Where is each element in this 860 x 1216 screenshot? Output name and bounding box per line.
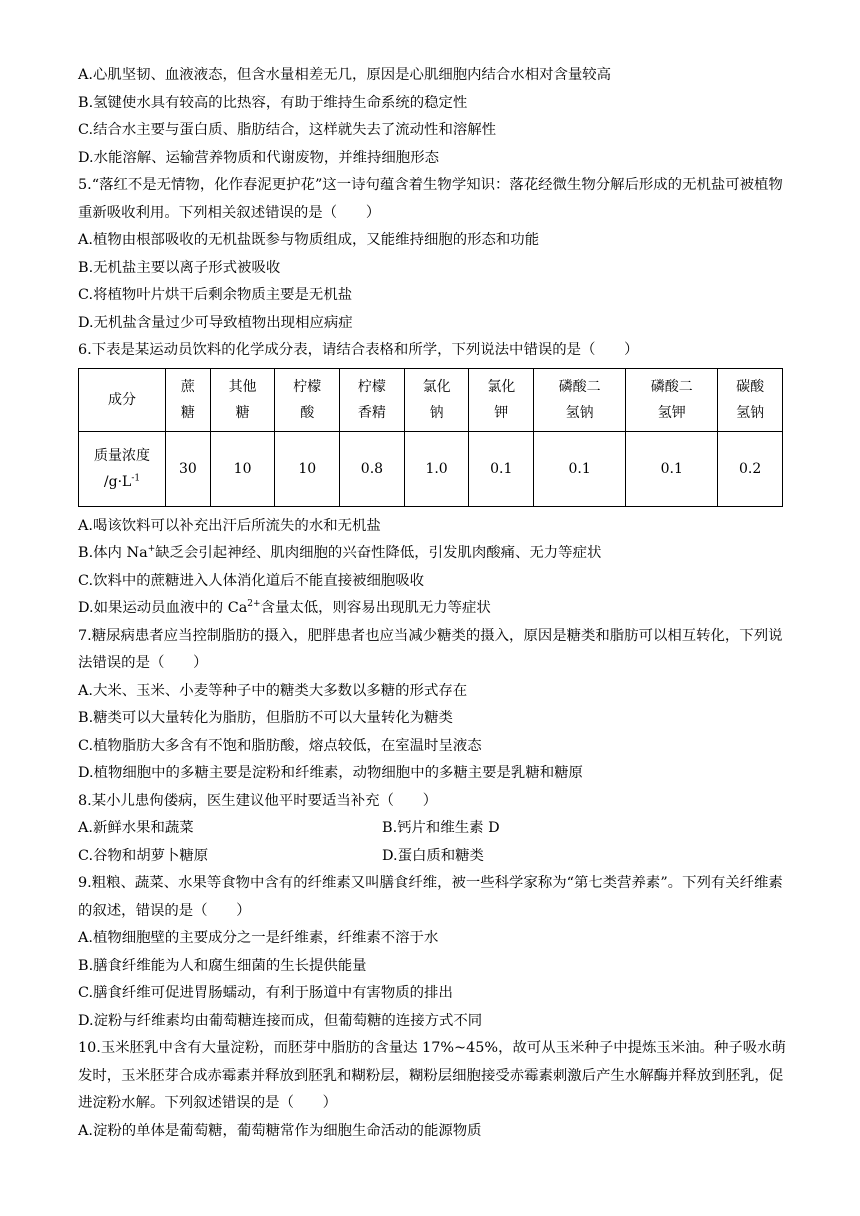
table-column-header: 氯化 钾 bbox=[469, 368, 534, 431]
table-values-row bbox=[79, 431, 783, 506]
table-cell: 10 bbox=[275, 431, 340, 506]
table-cell: 30 bbox=[166, 431, 211, 506]
table-column-header: 柠檬 香精 bbox=[340, 368, 405, 431]
q8-stem: 8.某小儿患佝偻病，医生建议他平时要适当补充（ ） bbox=[78, 792, 438, 809]
q9-option-b: B.膳食纤维能为人和腐生细菌的生长提供能量 bbox=[78, 957, 367, 974]
q9-stem: 9.粗粮、蔬菜、水果等食物中含有的纤维素又叫膳食纤维，被一些科学家称为“第七类营养素”。下列有关纤维素的叙述，错误的是（ ） bbox=[78, 875, 783, 919]
q5-stem: 5.“落红不是无情物，化作春泥更护花”这一诗句蕴含着生物学知识：落花经微生物分解后形成的无机盐可被植物重新吸收利用。下列相关叙述错误的是（ ） bbox=[78, 177, 783, 221]
table-column-header: 其他 糖 bbox=[210, 368, 275, 431]
q6-option-d: D.如果运动员血液中的 $Ca^{2+}$含量太低，则容易出现肌无力等症状 bbox=[78, 599, 491, 616]
table-column-header: 柠檬 酸 bbox=[275, 368, 340, 431]
table-cell: 0.1 bbox=[534, 431, 626, 506]
q4-option-b: B.氢键使水具有较高的比热容，有助于维持生命系统的稳定性 bbox=[78, 94, 468, 111]
q8-option-d: D.蛋白质和糖类 bbox=[382, 847, 484, 864]
page-content bbox=[78, 62, 788, 1145]
table-cell: 0.1 bbox=[469, 431, 534, 506]
q8-option-c: C.谷物和胡萝卜糖原 bbox=[78, 847, 209, 864]
q9-option-d: D.淀粉与纤维素均由葡萄糖连接而成，但葡萄糖的连接方式不同 bbox=[78, 1012, 483, 1029]
q4-option-d: D.水能溶解、运输营养物质和代谢废物，并维持细胞形态 bbox=[78, 149, 439, 166]
q8-options-row-1 bbox=[78, 815, 788, 843]
q5-option-d: D.无机盐含量过少可导致植物出现相应病症 bbox=[78, 314, 353, 331]
q5-option-c: C.将植物叶片烘干后剩余物质主要是无机盐 bbox=[78, 287, 353, 303]
table-column-header: 磷酸二 氢钠 bbox=[534, 368, 626, 431]
table-cell: 1.0 bbox=[404, 431, 469, 506]
table-column-header: 蔗 糖 bbox=[166, 368, 211, 431]
q7-option-d: D.植物细胞中的多糖主要是淀粉和纤维素，动物细胞中的多糖主要是乳糖和糖原 bbox=[78, 765, 583, 781]
q8-option-a: A.新鲜水果和蔬菜 bbox=[78, 820, 194, 836]
q10-stem: 10.玉米胚乳中含有大量淀粉，而胚芽中脂肪的含量达 17%~45%，故可从玉米种子中提炼玉米油。种子吸水萌发时，玉米胚芽合成赤霉素并释放到胚乳和糊粉层，糊粉层细胞接受赤霉素刺激后产生水解酶并释放到胚乳，促进淀粉水解。下列叙述错误的是（ ） bbox=[78, 1040, 786, 1111]
q6-option-b: B.体内 Na+缺乏会引起神经、肌肉细胞的兴奋性降低，引发肌肉酸痛、无力等症状 bbox=[78, 544, 602, 561]
table-row-label: 质量浓度 $/g\cdot L^{-1}$ bbox=[79, 431, 166, 506]
q9-option-a: A.植物细胞壁的主要成分之一是纤维素，纤维素不溶于水 bbox=[78, 930, 439, 946]
table-cell: 10 bbox=[210, 431, 275, 506]
q6-stem: 6.下表是某运动员饮料的化学成分表，请结合表格和所学，下列说法中错误的是（ ） bbox=[78, 342, 639, 358]
table-cell: 0.8 bbox=[340, 431, 405, 506]
q5-option-b: B.无机盐主要以离子形式被吸收 bbox=[78, 259, 281, 276]
q7-option-a: A.大米、玉米、小麦等种子中的糖类大多数以多糖的形式存在 bbox=[78, 682, 468, 699]
table-cell: 0.2 bbox=[718, 431, 783, 506]
q7-option-b: B.糖类可以大量转化为脂肪，但脂肪不可以大量转化为糖类 bbox=[78, 710, 453, 726]
table-column-header: 磷酸二 氢钾 bbox=[626, 368, 718, 431]
q8-option-b: B.钙片和维生素 D bbox=[382, 820, 500, 836]
table-cell: 0.1 bbox=[626, 431, 718, 506]
q6-option-c: C.饮料中的蔗糖进入人体消化道后不能直接被细胞吸收 bbox=[78, 572, 425, 589]
q8-options-row-2 bbox=[78, 843, 788, 871]
composition-table bbox=[78, 368, 783, 507]
q4-option-c: C.结合水主要与蛋白质、脂肪结合，这样就失去了流动性和溶解性 bbox=[78, 122, 497, 138]
q10-option-a: A.淀粉的单体是葡萄糖，葡萄糖常作为细胞生命活动的能源物质 bbox=[78, 1122, 482, 1139]
table-header-label: 成分 bbox=[79, 368, 166, 431]
table-column-header: 碳酸 氢钠 bbox=[718, 368, 783, 431]
q5-option-a: A.植物由根部吸收的无机盐既参与物质组成，又能维持细胞的形态和功能 bbox=[78, 232, 540, 248]
table-column-header: 氯化 钠 bbox=[404, 368, 469, 431]
q9-option-c: C.膳食纤维可促进胃肠蠕动，有利于肠道中有害物质的排出 bbox=[78, 985, 453, 1001]
q4-option-a: A.心肌坚韧、血液液态，但含水量相差无几，原因是心肌细胞内结合水相对含量较高 bbox=[78, 67, 612, 83]
q7-option-c: C.植物脂肪大多含有不饱和脂肪酸，熔点较低，在室温时呈液态 bbox=[78, 737, 482, 754]
table-header-row bbox=[79, 368, 783, 431]
q6-option-a: A.喝该饮料可以补充出汗后所流失的水和无机盐 bbox=[78, 517, 381, 534]
q7-stem: 7.糖尿病患者应当控制脂肪的摄入，肥胖患者也应当减少糖类的摄入，原因是糖类和脂肪可以相互转化，下列说法错误的是（ ） bbox=[78, 627, 783, 671]
